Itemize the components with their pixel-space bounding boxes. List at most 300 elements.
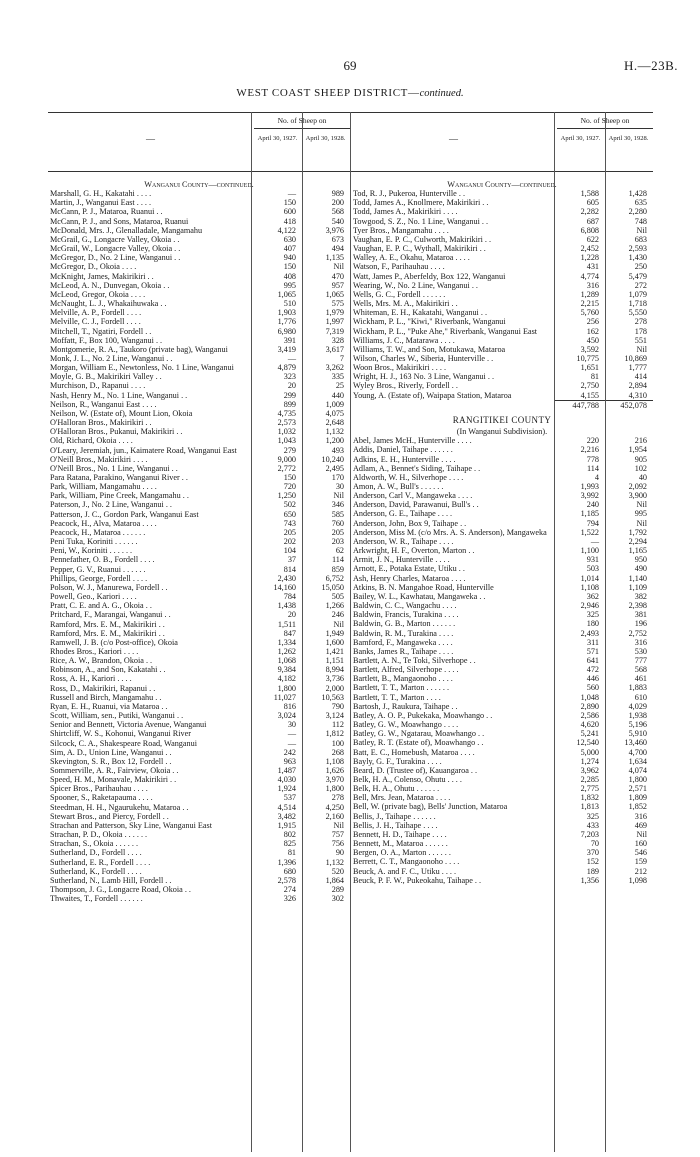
owner-name: Moffatt, F., Box 100, Wanganui . . <box>50 335 163 345</box>
sheep-1928: 316 <box>634 811 647 821</box>
table-row <box>48 894 350 903</box>
owner-name: McGregor, D., No. 2 Line, Wanganui . . <box>50 253 181 263</box>
sheep-1927: 1,032 <box>277 427 296 437</box>
column-rule <box>605 112 606 1152</box>
owner-name: Young, A. (Estate of), Waipapa Station, Mataroa <box>353 390 512 400</box>
table-row <box>48 766 350 775</box>
sheep-1928: 673 <box>331 234 344 244</box>
sheep-1928: 957 <box>331 280 344 290</box>
sheep-1928: 159 <box>634 857 647 867</box>
owner-name: McLeod, Gregor, Okoia . . . . <box>50 289 146 299</box>
sheep-1927: 995 <box>283 280 296 290</box>
table-row <box>48 336 350 345</box>
owner-name: O'Halloran Bros., Makirikiri . . <box>50 418 152 428</box>
table-row <box>48 244 350 253</box>
owner-name: Baldwin, C. C., Wangachu . . . . <box>353 601 457 611</box>
owner-name: Walley, A. E., Okahu, Mataroa . . . . <box>353 253 470 263</box>
table-row <box>48 583 350 592</box>
table-row <box>48 500 350 509</box>
table-row <box>351 793 653 802</box>
table-row <box>351 372 653 381</box>
table-row <box>48 821 350 830</box>
owner-name: Strachan and Patterson, Sky Line, Wanganui East <box>50 820 212 830</box>
sheep-1927: 446 <box>586 674 599 684</box>
sheep-1927: 1,108 <box>580 582 599 592</box>
sheep-1927: 14,160 <box>273 582 296 592</box>
table-row <box>48 729 350 738</box>
sheep-1927: 4,030 <box>277 775 296 785</box>
column-rule <box>251 112 252 1152</box>
owner-name: Amon, A. W., Bull's . . . . . . <box>353 482 444 491</box>
table-row <box>48 858 350 867</box>
table-row <box>351 317 653 326</box>
year-1927-header: April 30, 1927. <box>560 135 601 142</box>
table-row <box>351 391 653 400</box>
sheep-1928: 4,250 <box>325 802 344 812</box>
owner-name: Arnott, E., Potaka Estate, Utiku . . <box>353 564 465 574</box>
sheep-1927: 189 <box>586 866 599 876</box>
sheep-1928: 5,196 <box>628 720 647 730</box>
sheep-1927: 784 <box>283 592 296 602</box>
sheep-1928: 1,809 <box>628 793 647 803</box>
owner-name: Anderson, Miss M. (c/o Mrs. A. S. Anderson), Mangaweka <box>353 527 547 537</box>
sheep-1927: 1,522 <box>580 527 599 537</box>
table-row <box>351 455 653 464</box>
owner-name: Banks, James R., Taihape . . . . <box>353 646 454 656</box>
sheep-1927: 814 <box>283 564 296 574</box>
sheep-1927: 847 <box>283 628 296 638</box>
sheep-1928: 3,900 <box>628 491 647 501</box>
table-row <box>351 766 653 775</box>
owner-name: Rice, A. W., Brandon, Okoia . . <box>50 656 153 666</box>
sheep-1927: 11,027 <box>273 692 296 702</box>
table-row <box>48 391 350 400</box>
sheep-1927: 3,419 <box>277 344 296 354</box>
table-row <box>48 720 350 729</box>
sheep-1928: 1,634 <box>628 756 647 766</box>
sheep-1928: 1,132 <box>325 427 344 437</box>
sheep-1928: 1,800 <box>325 784 344 794</box>
sheep-1928: 30 <box>335 482 344 492</box>
sheep-1927: 1,924 <box>277 784 296 794</box>
sheep-1928: 905 <box>634 454 647 464</box>
table-row <box>351 693 653 702</box>
table-row <box>351 381 653 390</box>
sheep-1927: 899 <box>283 399 296 409</box>
sheep-1928: 3,970 <box>325 775 344 785</box>
owner-name: Neilson, R., Wanganui East . . . . <box>50 399 157 409</box>
sheep-1928: 1,626 <box>325 766 344 775</box>
table-row <box>48 299 350 308</box>
sheep-1928: 8,994 <box>325 665 344 675</box>
owner-name: Bergen, O. A., Marton . . . . . . <box>353 848 451 858</box>
sheep-1927: 622 <box>586 234 599 244</box>
owner-name: Baldwin, Francis, Turakina . . . . <box>353 610 459 620</box>
sheep-1927: 940 <box>283 253 296 263</box>
sheep-1928: 212 <box>634 866 647 876</box>
right-column <box>351 112 653 885</box>
owner-name: Thwaites, T., Fordell . . . . . . <box>50 894 143 904</box>
table-row <box>48 235 350 244</box>
table-row <box>351 748 653 757</box>
title-main: WEST COAST SHEEP DISTRICT— <box>236 87 420 99</box>
sheep-1928: Nil <box>636 225 647 235</box>
sheep-1927: 104 <box>283 546 296 556</box>
left-table-header <box>48 112 350 172</box>
owner-name: McGregor, D., Okoia . . . . <box>50 262 137 272</box>
owner-name: Sutherland, N., Lamb Hill, Fordell . . <box>50 875 172 885</box>
sheep-1928: 5,479 <box>628 271 647 281</box>
owner-name: Woon Bros., Makirikiri . . . . <box>353 363 447 373</box>
table-row <box>48 876 350 885</box>
owner-name: McDonald, Mrs. J., Glenalladale, Mangamahu <box>50 225 203 235</box>
owner-name: Shirtcliff, W. S., Kohonui, Wanganui River <box>50 729 191 739</box>
sheep-1927: 5,760 <box>580 308 599 318</box>
sheep-1928: 1,079 <box>628 289 647 299</box>
owner-name: Aldworth, W. H., Silverhope . . . . <box>353 472 464 482</box>
table-row <box>351 537 653 546</box>
sheep-1928: 160 <box>634 839 647 849</box>
right-table-header <box>351 112 653 172</box>
sheep-1928: 540 <box>331 216 344 226</box>
sheep-1928: 216 <box>634 436 647 446</box>
sheep-1928: 2,280 <box>628 207 647 217</box>
sheep-1928: 470 <box>331 271 344 281</box>
sheep-1927: 6,808 <box>580 225 599 235</box>
sheep-1928: 10,240 <box>321 454 344 464</box>
owner-name: Marshall, G. H., Kakatahi . . . . <box>50 189 152 199</box>
sheep-1928: 790 <box>331 701 344 711</box>
sheep-1927: 778 <box>586 454 599 464</box>
owner-name: Ash, Henry Charles, Mataroa . . . . <box>353 573 466 583</box>
owner-name: Anderson, Carl V., Mangaweka . . . . <box>353 491 473 501</box>
owner-name: Bailey, W. L., Kawhatau, Mangaweka . . <box>353 591 486 601</box>
owner-name: Beard, D. (Trustee of), Kauangaroa . . <box>353 765 478 775</box>
left-column <box>48 112 350 903</box>
sheep-1927: 81 <box>287 848 296 858</box>
sheep-1928: 1,718 <box>628 299 647 309</box>
sheep-1927: 220 <box>586 436 599 446</box>
sheep-1927: 3,592 <box>580 344 599 354</box>
owner-name: Strachan, S., Okoia . . . . . . <box>50 839 139 849</box>
sheep-1927: 2,750 <box>580 381 599 391</box>
table-row <box>351 217 653 226</box>
sheep-1927: 963 <box>283 756 296 766</box>
page-number: 69 <box>343 58 357 73</box>
table-row <box>351 729 653 738</box>
left-rows <box>48 189 350 903</box>
table-row <box>48 354 350 363</box>
owner-name: Neilson, W. (Estate of), Mount Lion, Okoia <box>50 408 193 418</box>
sheep-1927: 4,620 <box>580 720 599 730</box>
owner-name: Wells, G. C., Fordell . . . . . . <box>353 289 446 299</box>
sheep-1928: 748 <box>634 216 647 226</box>
sheep-1927: 571 <box>586 646 599 656</box>
owner-header: — <box>449 134 458 144</box>
owner-name: Melville, C. J., Fordell . . . . <box>50 317 141 327</box>
table-row <box>351 464 653 473</box>
sheep-1927: 202 <box>283 537 296 547</box>
table-row <box>351 555 653 564</box>
sheep-1927: 537 <box>283 793 296 803</box>
sheep-1928: 2,092 <box>628 482 647 491</box>
sheep-1927: 326 <box>283 894 296 904</box>
sheep-1928: 328 <box>331 335 344 345</box>
owner-name: Todd, James A., Makirikiri . . . . <box>353 207 458 217</box>
sheep-1927: 407 <box>283 244 296 254</box>
table-row <box>48 418 350 427</box>
sheep-1928: 1,777 <box>628 363 647 373</box>
sheep-1928: 1,108 <box>325 756 344 766</box>
sheep-1928: 2,571 <box>628 784 647 794</box>
table-row <box>48 656 350 665</box>
sheep-1927: — <box>287 353 296 363</box>
sheep-1927: 37 <box>287 555 296 565</box>
table-row <box>48 748 350 757</box>
sheep-1927: 162 <box>586 326 599 336</box>
sheep-1928: Nil <box>333 619 344 629</box>
table-row <box>351 610 653 619</box>
table-row <box>48 198 350 207</box>
sheep-1927: 5,241 <box>580 729 599 739</box>
sheep-1927: 2,216 <box>580 445 599 455</box>
table-row <box>48 290 350 299</box>
sheep-1928: 568 <box>634 665 647 675</box>
sheep-1928: 493 <box>331 445 344 455</box>
owner-name: Peacock, H., Alva, Mataroa . . . . <box>50 518 157 528</box>
sheep-1927: 9,000 <box>277 454 296 464</box>
sheep-1928: 1,792 <box>628 527 647 537</box>
sheep-1927: 2,772 <box>277 463 296 473</box>
table-row <box>351 235 653 244</box>
table-row <box>48 546 350 555</box>
sheep-1928: 1,428 <box>628 189 647 199</box>
sheep-1927: 2,586 <box>580 710 599 720</box>
owner-name: Wilson, Charles W., Siberia, Hunterville . . <box>353 353 494 363</box>
sheep-1928: 551 <box>634 335 647 345</box>
sheep-1927: 1,832 <box>580 793 599 803</box>
owner-name: O'Halloran Bros., Pukanui, Makirikiri . . <box>50 427 183 437</box>
owner-name: Sutherland, E. R., Fordell . . . . <box>50 857 151 867</box>
table-row <box>351 711 653 720</box>
sheep-1928: 15,050 <box>321 582 344 592</box>
owner-name: Ross, D., Makirikiri, Rapanui . . <box>50 683 156 693</box>
owner-name: Wickham, P. L., "Kiwi," Riverbank, Wanganui <box>353 317 506 327</box>
title-continued: continued. <box>419 88 464 99</box>
sheep-1927: 2,578 <box>277 875 296 885</box>
owner-name: Moyle, G. B., Makirikiri Valley . . <box>50 372 162 382</box>
owner-name: Berrett, C. T., Mangaonoho . . . . <box>353 857 460 867</box>
owner-name: Pepper, G. V., Ruanui . . . . . . <box>50 564 146 574</box>
sheep-1928: 2,398 <box>628 601 647 611</box>
sheep-1927: — <box>590 536 599 546</box>
sheep-1928: 2,648 <box>325 418 344 428</box>
owner-name: Bellis, J., Taihape . . . . . . <box>353 811 436 821</box>
sheep-1927: 20 <box>287 610 296 620</box>
owner-name: Ramwell, J. B. (c/o Post-office), Okoia <box>50 637 178 647</box>
sheep-1928: 1,883 <box>628 683 647 693</box>
owner-name: Wickham, P. L., "Puke Ahe," Riverbank, Wanganui East <box>353 326 538 336</box>
table-row <box>48 647 350 656</box>
sheep-1927: 391 <box>283 335 296 345</box>
table-row <box>48 409 350 418</box>
owner-name: McCann, P. J., and Sons, Mataroa, Ruanui <box>50 216 189 226</box>
year-1928-header: April 30, 1928. <box>305 135 346 142</box>
sheep-1928: 6,752 <box>325 573 344 583</box>
sheep-1928: 346 <box>331 500 344 510</box>
sheep-1928: 683 <box>634 234 647 244</box>
sheep-1927: 472 <box>586 665 599 675</box>
sheep-1928: 1,098 <box>628 875 647 885</box>
sheep-1927: 30 <box>287 720 296 730</box>
owner-name: Batt, E. C., Homebush, Mataroa . . . . <box>353 747 475 757</box>
sheep-1927: 418 <box>283 216 296 226</box>
owner-name: Robinson, A., and Son, Kakatahi . . <box>50 665 166 675</box>
sheep-1927: 3,962 <box>580 765 599 775</box>
sheep-1927: 720 <box>283 482 296 492</box>
sheep-1927: 1,100 <box>580 546 599 556</box>
sheep-1927: 325 <box>586 610 599 620</box>
table-row <box>351 738 653 747</box>
table-row <box>351 629 653 638</box>
sheep-1927: 1,065 <box>277 289 296 299</box>
sheep-1928: 25 <box>335 381 344 391</box>
owner-name: Wyley Bros., Riverly, Fordell . . <box>353 381 458 391</box>
table-row <box>48 363 350 372</box>
owner-name: Pritchard, F., Marangai, Wanganui . . <box>50 610 171 620</box>
sheep-1928: 1,600 <box>325 637 344 647</box>
sheep-1928: 989 <box>331 189 344 199</box>
table-row <box>351 867 653 876</box>
owner-name: Park, William, Pine Creek, Mangamahu . . <box>50 491 189 501</box>
owner-name: Spooner, S., Raketapauma . . . . <box>50 793 153 803</box>
sheep-1928: 4,029 <box>628 701 647 711</box>
table-row <box>48 446 350 455</box>
owner-name: Atkins, B. N. Mangahoe Road, Hunterville <box>353 582 494 592</box>
table-row <box>351 830 653 839</box>
table-row <box>48 519 350 528</box>
owner-name: McGrail, W., Longacre Valley, Okoia . . <box>50 244 181 254</box>
table-row <box>48 867 350 876</box>
table-row <box>48 491 350 500</box>
sheep-1928: 10,869 <box>624 353 647 363</box>
sheep-1927: 650 <box>283 509 296 519</box>
sheep-1928: 1,812 <box>325 729 344 739</box>
sheep-1928: 7 <box>339 353 344 363</box>
sheep-1927: 560 <box>586 683 599 693</box>
owner-name: Skevington, S. R., Box 12, Fordell . . <box>50 756 172 766</box>
sheep-1928: 250 <box>634 262 647 272</box>
sheep-1927: — <box>287 189 296 199</box>
sheep-1928: 520 <box>331 866 344 876</box>
sheep-1928: 316 <box>634 637 647 647</box>
sheep-1928: 568 <box>331 207 344 217</box>
sheep-1927: 1,511 <box>277 619 296 629</box>
owner-name: O'Neill Bros., Makirikiri . . . . <box>50 454 148 464</box>
sheep-1927: 2,493 <box>580 628 599 638</box>
owner-name: O'Neill Bros., No. 1 Line, Wanganui . . <box>50 463 178 473</box>
table-row <box>48 885 350 894</box>
sheep-1928: 3,736 <box>325 674 344 684</box>
owner-name: Stewart Bros., and Piercy, Fordell . . <box>50 811 169 821</box>
table-row <box>351 546 653 555</box>
table-row <box>351 775 653 784</box>
sheep-1928: 5,550 <box>628 308 647 318</box>
sheep-1927: 10,775 <box>576 353 599 363</box>
owner-name: Paterson, J., No. 2 Line, Wanganui . . <box>50 500 172 510</box>
sheep-1927: 4,122 <box>277 225 296 235</box>
sheep-1928: 505 <box>331 592 344 602</box>
table-row <box>48 665 350 674</box>
table-row <box>351 702 653 711</box>
owner-name: Ramford, Mrs. E. M., Makirikiri . . <box>50 628 165 638</box>
table-row <box>48 308 350 317</box>
sheep-1928: 205 <box>331 527 344 537</box>
table-row <box>48 327 350 336</box>
sheep-1928: 10,563 <box>321 692 344 702</box>
owner-name: Peni Tuka, Koriniti . . . . . . <box>50 537 138 547</box>
table-row <box>48 555 350 564</box>
owner-name: Pennefather, O. B., Fordell . . . . <box>50 555 155 565</box>
sheep-1927: 630 <box>283 234 296 244</box>
sheep-1927: — <box>287 729 296 739</box>
table-row <box>48 739 350 748</box>
owner-name: Montgomerie, R. A., Taukoro (private bag), Wanganui <box>50 344 228 354</box>
document-reference: H.—23B. <box>623 58 678 73</box>
owner-name: Russell and Birch, Mangamahu . . <box>50 692 162 702</box>
sheep-1928: 440 <box>331 390 344 400</box>
sheep-1927: 150 <box>283 262 296 272</box>
sheep-1927: 408 <box>283 271 296 281</box>
owner-name: Senior and Bennett, Victoria Avenue, Wanganui <box>50 720 207 730</box>
sheep-1927: 114 <box>587 463 599 473</box>
sheep-1928: 4,310 <box>628 390 647 400</box>
sheep-1927: 1,903 <box>277 308 296 318</box>
owner-name: Baldwin, G. B., Marton . . . . . . <box>353 619 456 629</box>
sheep-count-header: No. of Sheep on <box>557 116 653 129</box>
total-row <box>351 401 653 410</box>
sheep-1928: Nil <box>636 518 647 528</box>
table-row <box>48 693 350 702</box>
sheep-1927: 5,000 <box>580 747 599 757</box>
table-row <box>48 803 350 812</box>
sheep-1928: 1,430 <box>628 253 647 263</box>
sheep-1927: 1,289 <box>580 289 599 299</box>
sheep-1928: 382 <box>634 591 647 601</box>
sheep-1927: 687 <box>586 216 599 226</box>
owner-name: Abel, James McH., Hunterville . . . . <box>353 436 472 446</box>
table-row <box>48 784 350 793</box>
column-rule <box>302 112 303 1152</box>
sheep-1927: 931 <box>586 555 599 565</box>
sheep-1928: 1,852 <box>628 802 647 812</box>
sheep-1927: 4,514 <box>277 802 296 812</box>
owner-name: Old, Richard, Okoia . . . . <box>50 436 133 446</box>
table-row <box>351 720 653 729</box>
sheep-1927: 4,735 <box>277 408 296 418</box>
owner-name: Batley, G. W., Ngatarau, Moawhango . . <box>353 729 485 739</box>
sheep-1927: 256 <box>586 317 599 327</box>
owner-name: Sommerville, A. R., Fairview, Okoia . . <box>50 766 179 775</box>
sheep-1928: Nil <box>333 491 344 501</box>
sheep-1927: 1,274 <box>580 756 599 766</box>
sheep-1928: 1,135 <box>325 253 344 263</box>
owner-name: Sim, A. D., Union Line, Wanganui . . <box>50 747 172 757</box>
owner-name: Patterson, J. C., Gordon Park, Wanganui East <box>50 509 199 519</box>
sheep-1928: 2,752 <box>628 628 647 638</box>
sheep-1927: 152 <box>586 857 599 867</box>
sheep-1928: 302 <box>331 894 344 904</box>
